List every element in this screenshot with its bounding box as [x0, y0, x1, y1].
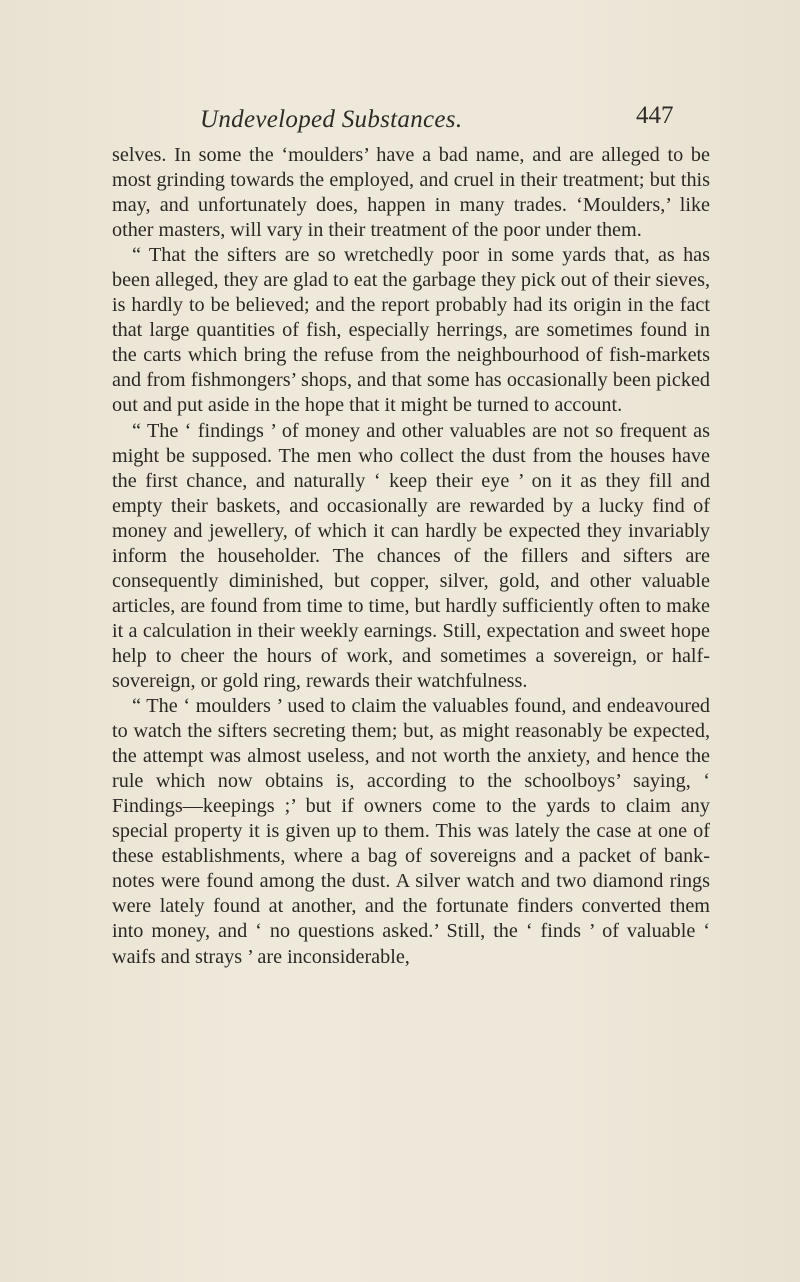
paragraph: “ That the sifters are so wretchedly poor in some yards that, as has been alleged, they are glad to eat the garbage they pick out of their sieves, is hardly to be believed; and the report probably had its origin in the fact that large quantities of fish, especially herrings, are sometimes found in the carts which bring the refuse from the neighbourhood of fish-markets and from fishmongers’ shops, and that some has occasionally been picked out and put aside in the hope that it might be turned to account.: [112, 244, 710, 417]
body-text: [112, 143, 710, 970]
running-title: Undeveloped Substances.: [200, 106, 463, 133]
paragraph: “ The ‘ moulders ’ used to claim the valuables found, and endeavoured to watch the sifters secreting them; but, as might reasonably be expected, the attempt was almost useless, and not worth the anxiety, and hence the rule which now obtains is, according to the schoolboys’ saying, ‘ Findings—keepings ;’ but if owners come to the yards to claim any special property it is given up to them. This was lately the case at one of these establishments, where a bag of sovereigns and a packet of bank-notes were found among the dust. A silver watch and two diamond rings were lately found at another, and the fortunate finders converted them into money, and ‘ no questions asked.’ Still, the ‘ finds ’ of valuable ‘ waifs and strays ’ are inconsiderable,: [112, 695, 710, 968]
page-header: [0, 98, 800, 138]
paragraph: selves. In some the ‘moulders’ have a bad name, and are alleged to be most grinding towards the employed, and cruel in their treatment; but this may, and unfortunately does, happen in many trades. ‘Moulders,’ like other masters, will vary in their treatment of the poor under them.: [112, 144, 710, 242]
page-number: 447: [636, 102, 674, 129]
paragraph: “ The ‘ findings ’ of money and other valuables are not so frequent as might be supposed. The men who collect the dust from the houses have the first chance, and naturally ‘ keep their eye ’ on it as they fill and empty their baskets, and occasionally are rewarded by a lucky find of money and jewellery, of which it can hardly be expected they invariably inform the householder. The chances of the fillers and sifters are consequently diminished, but copper, silver, gold, and other valuable articles, are found from time to time, but hardly sufficiently often to make it a calculation in their weekly earnings. Still, expectation and sweet hope help to cheer the hours of work, and sometimes a sovereign, or half-sovereign, or gold ring, rewards their watchfulness.: [112, 419, 710, 692]
